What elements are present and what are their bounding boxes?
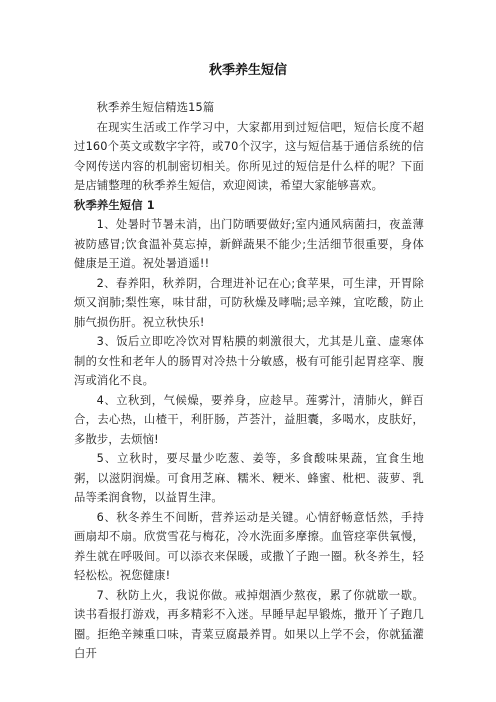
list-item: 4、立秋到，气候燥，要养身，应趁早。莲雾汁，清肺火，鲜百合，去心热，山楂干，利肝肠，芦荟汁，益胆囊，多喝水，皮肤好，多散步，去烦恼! xyxy=(74,393,424,446)
list-item: 5、立秋时，要尽量少吃葱、姜等，多食酸味果蔬，宜食生地粥，以滋阴润燥。可食用芝麻、糯米、粳米、蜂蜜、枇杷、菠萝、乳品等柔润食物，以益胃生津。 xyxy=(74,452,424,504)
list-item: 2、春养阳，秋养阴，合理进补记在心;食苹果，可生津，开胃除烦又润肺;梨性寒，味甘甜，可防秋燥及哮喘;忌辛辣，宜吃酸，防止肺气损伤肝。祝立秋快乐! xyxy=(74,276,424,329)
list-item: 7、秋防上火，我说你做。戒掉烟酒少熬夜，累了你就歇一歇。读书看报打游戏，再多精彩不入迷。早睡早起早锻炼，撒开丫子跑几圈。拒绝辛辣重口味，青菜豆腐最养胃。如果以上学不会，你就猛灌白开 xyxy=(74,588,424,660)
page-title: 秋季养生短信 xyxy=(208,63,287,78)
document-subtitle: 秋季养生短信精选15篇 xyxy=(96,101,215,114)
section-heading: 秋季养生短信 1 xyxy=(74,198,155,212)
list-item: 3、饭后立即吃冷饮对胃粘膜的刺激很大，尤其是儿童、虚寒体制的女性和老年人的肠胃对冷热十分敏感，极有可能引起胃痉挛、腹泻或消化不良。 xyxy=(74,335,424,387)
intro-paragraph: 在现实生活或工作学习中，大家都用到过短信吧，短信长度不超过160个英文或数字字符，或70个汉字，这与短信基于通信系统的信令网传送内容的机制密切相关。你所见过的短信是什么样的呢？下面是店铺整理的秋季养生短信，欢迎阅读，希望大家能够喜欢。 xyxy=(74,120,424,192)
document-body xyxy=(74,98,424,664)
list-item: 1、处暑时节暑未消，出门防晒要做好;室内通风病菌扫，夜盖薄被防感冒;饮食温补莫忘掉，新鲜蔬果不能少;生活细节很重要，身体健康是王道。祝处暑逍遥!! xyxy=(74,218,424,270)
list-item: 6、秋冬养生不间断，营养运动是关键。心情舒畅意恬然，手持画扇却不扇。欣赏雪花与梅花，冷水洗面多摩擦。血管痉挛供氧慢，养生就在呼吸间。可以添衣来保暖，或撒丫子跑一圈。秋冬养生，轻轻松松。祝您健康! xyxy=(74,510,424,582)
